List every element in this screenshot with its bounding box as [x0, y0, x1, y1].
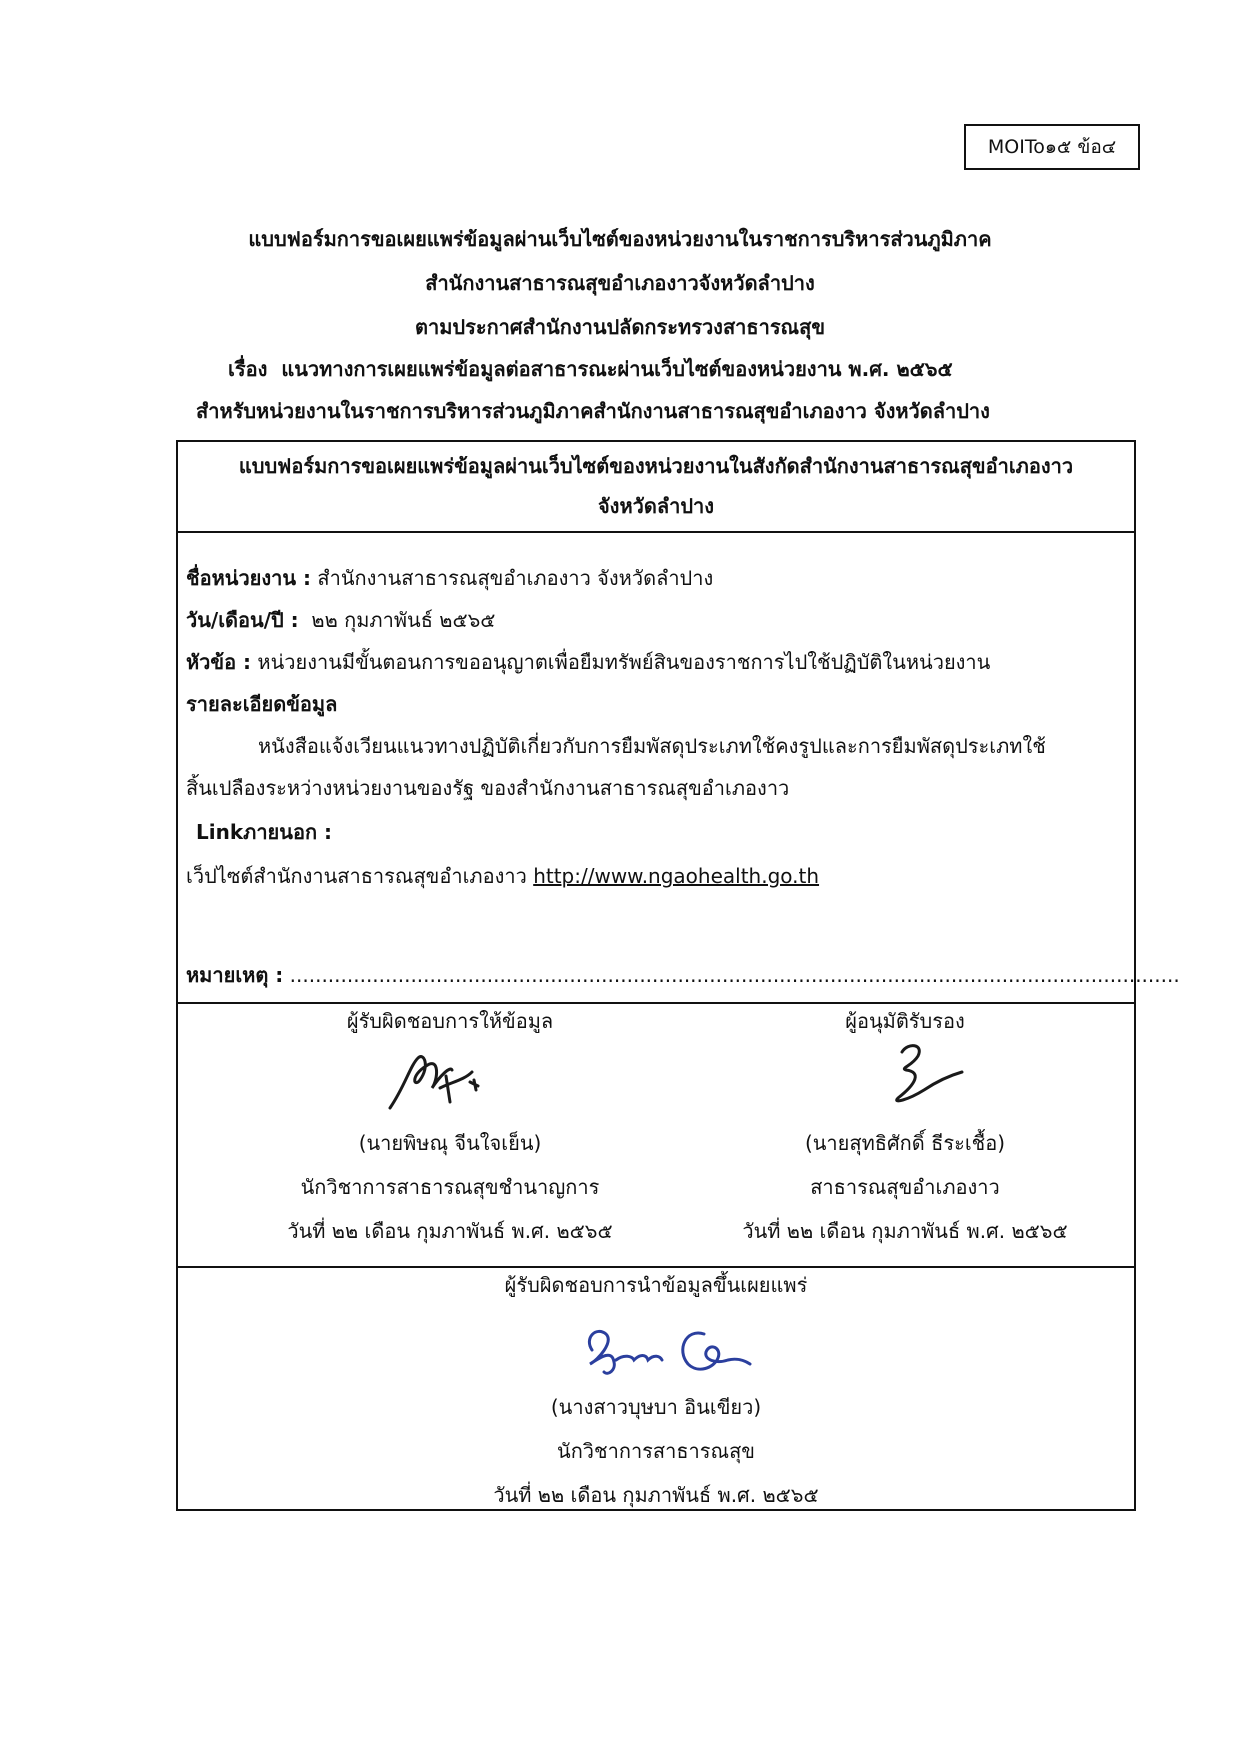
- provider-name: (นายพิษณุ จีนใจเย็น): [358, 1131, 542, 1155]
- reference-code: MOITo๑๕ ข้อ๔: [987, 136, 1117, 158]
- divider-details: [176, 1002, 1136, 1004]
- date-label: วัน/เดือน/ปี :: [186, 608, 299, 632]
- approver-signature: [862, 1038, 972, 1114]
- note-dots: ............................................................................................................................................: [289, 963, 1180, 987]
- date-row: [186, 605, 495, 635]
- publisher-position: นักวิชาการสาธารณสุข: [557, 1439, 755, 1463]
- divider-signatures: [176, 1266, 1136, 1268]
- website-link[interactable]: http://www.ngaohealth.go.th: [533, 864, 820, 888]
- publisher-signature: [578, 1320, 758, 1390]
- provider-date: วันที่ ๒๒ เดือน กุมภาพันธ์ พ.ศ. ๒๕๖๕: [287, 1219, 613, 1243]
- form-title-line-2: จังหวัดลำปาง: [597, 494, 715, 518]
- subject-label: เรื่อง: [228, 357, 268, 381]
- approver-role: ผู้อนุมัติรับรอง: [845, 1009, 965, 1033]
- note-row: [186, 960, 1180, 990]
- provider-role: ผู้รับผิดชอบการให้ข้อมูล: [346, 1009, 554, 1033]
- topic-row: [186, 647, 990, 677]
- note-label: หมายเหตุ :: [186, 963, 284, 987]
- publisher-name: (นางสาวบุษบา อินเขียว): [550, 1395, 762, 1419]
- approver-position: สาธารณสุขอำเภองาว: [810, 1175, 1000, 1199]
- topic-value: หน่วยงานมีขั้นตอนการขออนุญาตเพื่อยืมทรัพย์สินของราชการไปใช้ปฏิบัติในหน่วยงาน: [257, 650, 991, 674]
- header-line-1: แบบฟอร์มการขอเผยแพร่ข้อมูลผ่านเว็บไซต์ของหน่วยงานในราชการบริหารส่วนภูมิภาค: [248, 227, 992, 251]
- website-prefix: เว็ปไซต์สำนักงานสาธารณสุขอำเภองาว: [186, 864, 527, 888]
- publisher-date: วันที่ ๒๒ เดือน กุมภาพันธ์ พ.ศ. ๒๕๖๕: [493, 1483, 819, 1507]
- reference-code-box: [964, 124, 1140, 170]
- detail-line-2: สิ้นเปลืองระหว่างหน่วยงานของรัฐ ของสำนักงานสาธารณสุขอำเภองาว: [186, 776, 790, 800]
- divider-title: [176, 531, 1136, 533]
- approver-name: (นายสุทธิศักดิ์ ธีระเชื้อ): [804, 1131, 1006, 1155]
- date-value: ๒๒ กุมภาพันธ์ ๒๕๖๕: [311, 608, 496, 632]
- topic-label: หัวข้อ :: [186, 650, 252, 674]
- header-line-3: ตามประกาศสำนักงานปลัดกระทรวงสาธารณสุข: [414, 315, 825, 339]
- header-subject: [228, 354, 1128, 384]
- external-link-label: Linkภายนอก :: [196, 820, 333, 844]
- unit-value: สำนักงานสาธารณสุขอำเภองาว จังหวัดลำปาง: [317, 566, 714, 590]
- provider-signature: [380, 1036, 490, 1116]
- subject-text: แนวทางการเผยแพร่ข้อมูลต่อสาธารณะผ่านเว็บไซต์ของหน่วยงาน พ.ศ. ๒๕๖๕: [281, 357, 953, 381]
- detail-line-1: หนังสือแจ้งเวียนแนวทางปฏิบัติเกี่ยวกับการยืมพัสดุประเภทใช้คงรูปและการยืมพัสดุประเภทใช้: [258, 734, 1046, 758]
- detail-label: รายละเอียดข้อมูล: [186, 692, 338, 716]
- unit-label: ชื่อหน่วยงาน :: [186, 566, 312, 590]
- website-row: [186, 861, 819, 891]
- header-line-2: สำนักงานสาธารณสุขอำเภองาวจังหวัดลำปาง: [425, 271, 815, 295]
- publisher-role: ผู้รับผิดชอบการนำข้อมูลขึ้นเผยแพร่: [504, 1273, 808, 1297]
- header-audience: สำหรับหน่วยงานในราชการบริหารส่วนภูมิภาคสำนักงานสาธารณสุขอำเภองาว จังหวัดลำปาง: [196, 399, 990, 423]
- approver-date: วันที่ ๒๒ เดือน กุมภาพันธ์ พ.ศ. ๒๕๖๕: [742, 1219, 1068, 1243]
- form-title-line-1: แบบฟอร์มการขอเผยแพร่ข้อมูลผ่านเว็บไซต์ของหน่วยงานในสังกัดสำนักงานสาธารณสุขอำเภองาว: [238, 454, 1074, 478]
- unit-row: [186, 563, 713, 593]
- provider-position: นักวิชาการสาธารณสุขชำนาญการ: [300, 1175, 600, 1199]
